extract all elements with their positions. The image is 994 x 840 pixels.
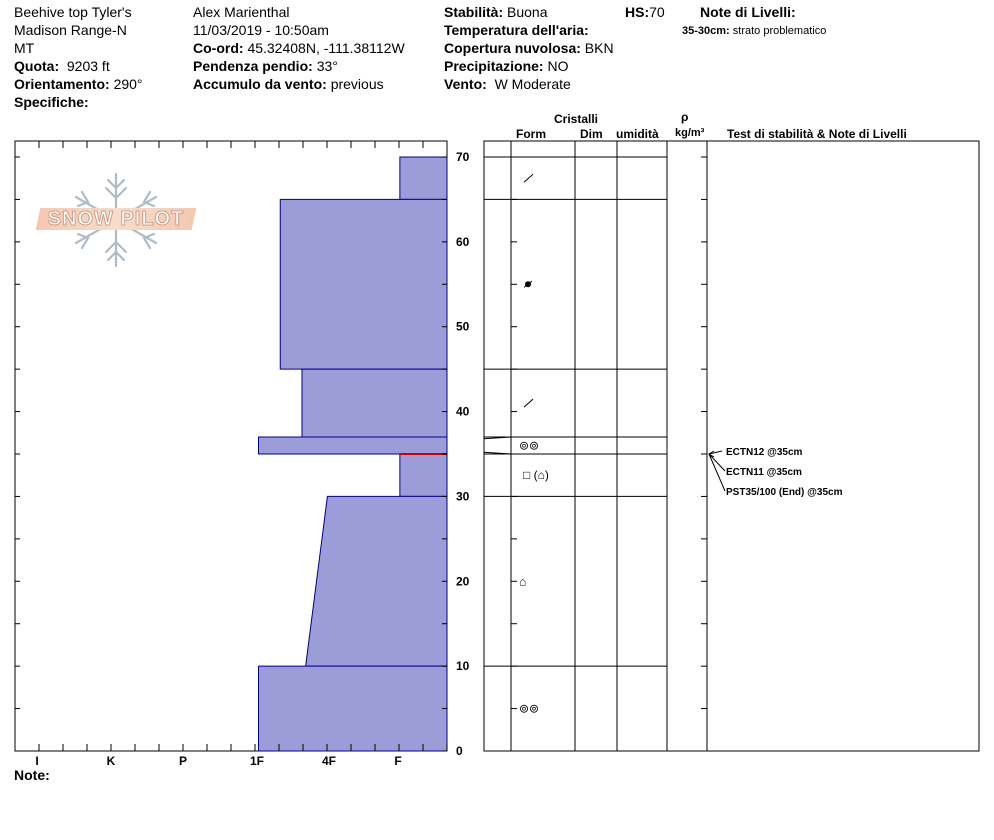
note-label: Note: [14, 767, 50, 783]
col-form: Form [516, 127, 546, 141]
height-tick-30: 30 [456, 489, 470, 504]
cloud-value: BKN [584, 40, 614, 56]
hardness-layer-5 [306, 496, 447, 666]
coord-value: 45.32408N, -111.38112W [247, 40, 405, 56]
stability-label: Stabilità: [444, 4, 504, 20]
wind-value: W Moderate [494, 76, 571, 92]
stability-value: Buona [507, 4, 548, 20]
cloud-label: Copertura nuvolosa: [444, 40, 581, 56]
air-temp-label: Temperatura dell'aria: [444, 22, 589, 38]
test-arrow-2 [709, 454, 725, 491]
hardness-label-K: K [106, 754, 116, 768]
observer-name: Alex Marienthal [193, 4, 290, 20]
hardness-label-F: F [394, 754, 402, 768]
grain-symbol-4: □ (⌂) [523, 468, 549, 483]
height-tick-60: 60 [456, 234, 470, 249]
specifics-label: Specifiche: [14, 94, 89, 110]
hardness-label-1F: 1F [249, 754, 265, 768]
wind-load-label: Accumulo da vento: [193, 76, 327, 92]
note-row [14, 766, 50, 784]
hardness-label-I: I [35, 754, 39, 768]
stability-test-0: ECTN12 @35cm [726, 447, 803, 458]
layer-note-depth: 35-30cm: [682, 25, 730, 37]
slope-label: Pendenza pendio: [193, 58, 313, 74]
height-tick-70: 70 [456, 150, 470, 164]
hardness-layer-0 [400, 157, 447, 199]
location-line3: MT [14, 40, 35, 56]
hardness-layer-4 [400, 454, 447, 496]
location-line1: Beehive top Tyler's [14, 4, 132, 20]
precip-label: Precipitazione: [444, 58, 544, 74]
aspect-label: Orientamento: [14, 76, 110, 92]
hardness-layer-2 [302, 369, 447, 437]
grain-symbol-slash [524, 399, 533, 407]
table-frame [484, 141, 979, 751]
layer-notes-label: Note di Livelli: [700, 4, 796, 20]
hardness-layer-1 [280, 199, 447, 369]
col-cristalli: Cristalli [554, 112, 599, 126]
stability-test-1: ECTN11 @35cm [726, 467, 802, 478]
height-tick-50: 50 [456, 319, 470, 334]
elevation-label: Quota: [14, 58, 60, 74]
hs-label: HS: [625, 4, 650, 20]
wind-label: Vento: [444, 76, 487, 92]
grain-symbol-3: ⊚⊚ [519, 438, 540, 453]
col-tests: Test di stabilità & Note di Livelli [727, 127, 907, 141]
observation-datetime: 11/03/2019 - 10:50am [193, 22, 329, 38]
slope-value: 33° [316, 58, 338, 74]
col-umidita: umidità [616, 127, 659, 141]
height-tick-10: 10 [456, 659, 470, 674]
location-line2: Madison Range-N [14, 22, 127, 38]
hs-value: 70 [649, 4, 665, 20]
height-tick-0: 0 [456, 744, 463, 758]
height-tick-40: 40 [456, 404, 470, 419]
stability-test-2: PST35/100 (End) @35cm [726, 487, 843, 498]
grain-symbol-5: ⌂ [519, 574, 527, 589]
layer-note-text: strato problematico [732, 25, 827, 37]
coord-label: Co-ord: [193, 40, 244, 56]
hardness-layer-6 [259, 666, 448, 751]
col-rho-unit: kg/m³ [675, 127, 705, 139]
grain-symbol-6: ⊚⊚ [519, 701, 540, 716]
logo-text: SNOW PILOT [47, 208, 185, 230]
col-rho: ρ [681, 110, 689, 124]
grain-symbol-slash [524, 174, 533, 182]
wind-load-value: previous [330, 76, 384, 92]
hardness-label-P: P [178, 754, 188, 768]
test-arrow-1 [709, 454, 725, 471]
col-dim: Dim [580, 127, 603, 141]
hardness-label-4F: 4F [321, 754, 337, 768]
aspect-value: 290° [113, 76, 143, 92]
precip-value: NO [547, 58, 569, 74]
height-tick-20: 20 [456, 574, 470, 589]
elevation-value: 9203 ft [66, 58, 110, 74]
hardness-layer-3 [259, 437, 448, 454]
